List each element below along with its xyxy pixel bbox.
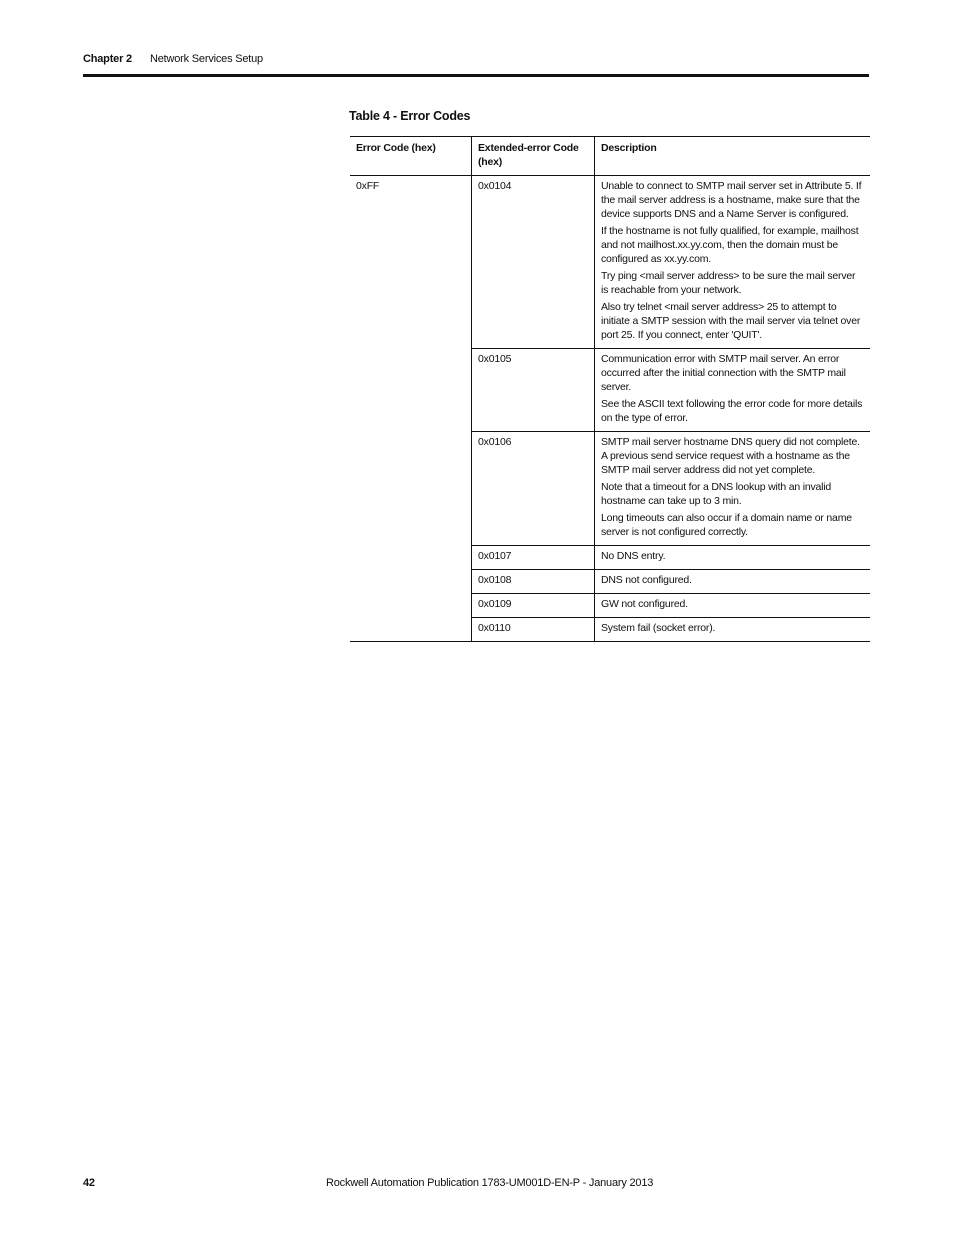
description-paragraph: Communication error with SMTP mail server. An error occurred after the initial connection with the SMTP mail server. [601, 353, 846, 393]
column-header-description: Description [595, 137, 871, 176]
description-cell [595, 432, 871, 546]
publication-id: Rockwell Automation Publication 1783-UM001D-EN-P - January 2013 [326, 1177, 654, 1189]
description-cell [595, 618, 871, 642]
description-cell [595, 349, 871, 432]
extended-error-code-cell: 0x0104 [472, 176, 595, 349]
description-paragraph: See the ASCII text following the error code for more details on the type of error. [601, 398, 863, 424]
table-body [350, 176, 870, 642]
description-paragraph: GW not configured. [601, 598, 688, 610]
extended-error-code-cell: 0x0110 [472, 618, 595, 642]
description-paragraph: No DNS entry. [601, 550, 666, 562]
description-paragraph: Long timeouts can also occur if a domain name or name server is not configured correctly. [601, 512, 852, 538]
description-paragraph: Note that a timeout for a DNS lookup with an invalid hostname can take up to 3 min. [601, 481, 832, 507]
table-header-row [350, 137, 870, 176]
table-caption: Table 4 - Error Codes [349, 109, 471, 123]
column-header-extended-error-code: Extended-error Code (hex) [472, 137, 595, 176]
description-paragraph: DNS not configured. [601, 574, 692, 586]
extended-error-code-cell: 0x0105 [472, 349, 595, 432]
description-cell [595, 546, 871, 570]
description-paragraph: SMTP mail server hostname DNS query did not complete. A previous send service request with a hostname as the SMTP mail server address did not yet complete. [601, 436, 860, 476]
description-paragraph: Unable to connect to SMTP mail server set in Attribute 5. If the mail server address is a hostname, make sure that the device supports DNS and a Name Server is configured. [601, 180, 862, 220]
error-code-cell: 0xFF [350, 176, 472, 642]
extended-error-code-cell: 0x0109 [472, 594, 595, 618]
extended-error-code-cell: 0x0107 [472, 546, 595, 570]
description-paragraph: Try ping <mail server address> to be sure the mail server is reachable from your network. [601, 270, 856, 296]
description-paragraph: Also try telnet <mail server address> 25 to attempt to initiate a SMTP session with the mail server via telnet over port 25. If you connect, enter 'QUIT'. [601, 301, 861, 341]
column-header-error-code: Error Code (hex) [350, 137, 472, 176]
page-header [83, 53, 869, 75]
description-cell [595, 570, 871, 594]
extended-error-code-cell: 0x0108 [472, 570, 595, 594]
chapter-label: Chapter 2 [83, 53, 132, 65]
extended-error-code-cell: 0x0106 [472, 432, 595, 546]
header-rule [83, 74, 869, 77]
description-cell [595, 594, 871, 618]
section-title: Network Services Setup [150, 53, 263, 65]
page-number: 42 [83, 1177, 95, 1189]
description-paragraph: If the hostname is not fully qualified, for example, mailhost and not mailhost.xx.yy.com, then the domain must be configured as xx.yy.com. [601, 225, 859, 265]
description-paragraph: System fail (socket error). [601, 622, 716, 634]
error-codes-table [350, 136, 870, 642]
page-footer [83, 1177, 869, 1193]
table-row [350, 176, 870, 349]
description-cell [595, 176, 871, 349]
